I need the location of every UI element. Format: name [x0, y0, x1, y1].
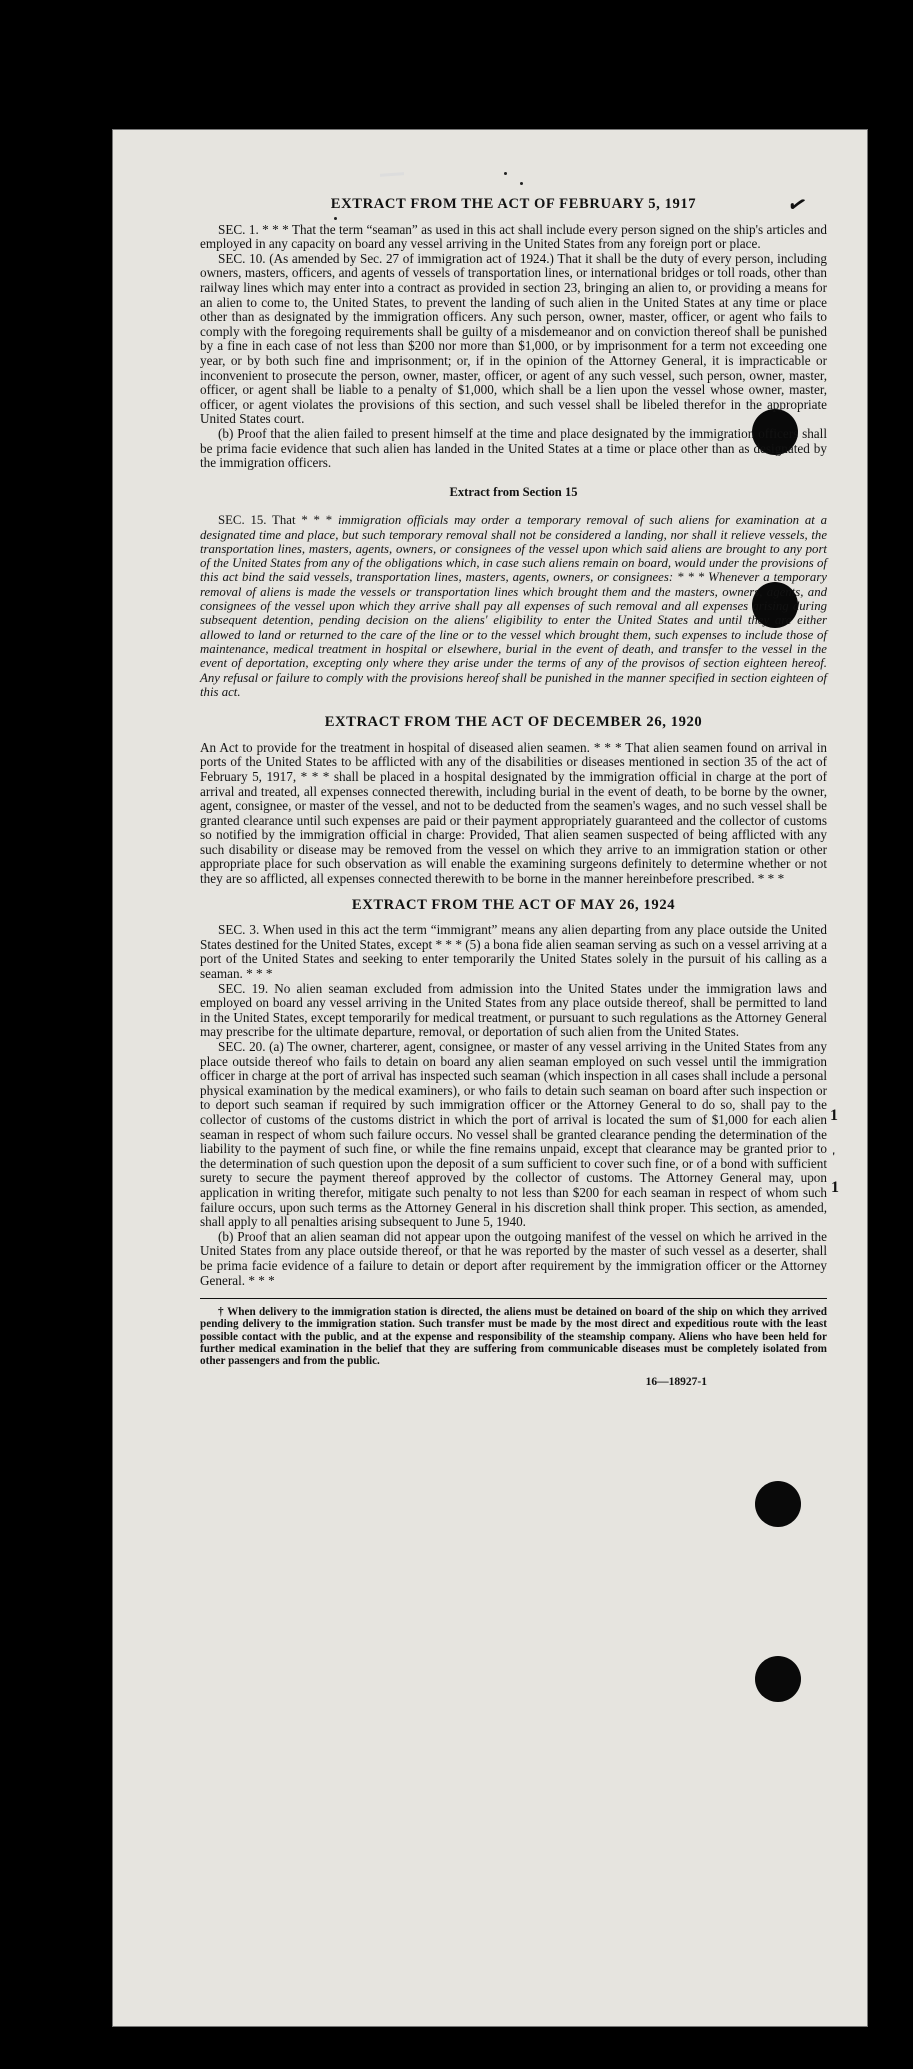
scan-dot [520, 182, 523, 185]
document-page [112, 129, 868, 2027]
check-mark: ✓ [784, 189, 811, 220]
section-20b-paragraph: (b) Proof that an alien seaman did not appear upon the outgoing manifest of the vessel on which he arrived in the United States from any place outside thereof, or that he was reported by the master of such vessel as a deserter, shall be prima facie evidence of a failure to detain or deport after requirement by the immigration officer or the Attorney General. * * * [200, 1228, 827, 1288]
punch-hole [755, 1481, 801, 1527]
section-3-paragraph: SEC. 3. When used in this act the term “immigrant” means any alien departing from any place outside the United States destined for the United States, except * * * (5) a bona fide alien seaman serving as such on a vessel arriving at a port of the United States and seeking to enter temporarily the United States solely in the pursuit of his calling as a seaman. * * * [200, 922, 827, 982]
scan-dot [504, 172, 507, 175]
heading-act-1920: EXTRACT FROM THE ACT OF DECEMBER 26, 1920 [324, 714, 703, 731]
margin-mark: 1 [831, 1179, 839, 1196]
margin-mark: 1 [830, 1107, 838, 1124]
section-15-lead: SEC. 15. That * * * [218, 513, 338, 528]
section-20-paragraph: SEC. 20. (a) The owner, charterer, agent, consignee, or master of any vessel arriving in the United States from any place outside thereof who fails to detain on board any alien seaman employed on such vessel until the immigration officer in charge at the port of arrival has inspected such seaman (which inspection in all cases shall include a personal physical examination by the medical examiners), or who fails to detain such seaman on board after such inspection or to deport such seaman if required by such immigration officer or the Attorney General to do so, shall pay to the collector of customs of the customs district in which the port of arrival is located the sum of $1,000 for each alien seaman in respect of whom such failure occurs. No vessel shall be granted clearance pending the determination of the liability to the payment of such fine, or while the fine remains unpaid, except that clearance may be granted prior to the determination of such question upon the deposit of a sum sufficient to cover such fine, or of a bond with sufficient surety to secure the payment thereof approved by the collector of customs. The Attorney General may, upon application in writing therefor, mitigate such penalty to not less than $200 for each seaman in respect of whom such failure occurs, upon such terms as the Attorney General in his discretion shall think proper. This section, as amended, shall apply to all penalties arising subsequent to June 5, 1940. [200, 1039, 827, 1230]
margin-mark: ' [832, 1149, 836, 1163]
scan-mark [380, 172, 404, 177]
form-number: 16—18927-1 [645, 1376, 707, 1389]
punch-hole [755, 1656, 801, 1702]
section-15-paragraph [200, 513, 827, 699]
heading-section-15: Extract from Section 15 [449, 484, 578, 499]
heading-act-1917: EXTRACT FROM THE ACT OF FEBRUARY 5, 1917 [330, 196, 697, 212]
section-10b-paragraph: (b) Proof that the alien failed to present himself at the time and place designated by the immigration officers shall be prima facie evidence that such alien has landed in the United States at a time or place other than as designated by the immigration officers. [200, 425, 827, 471]
footnote: † When delivery to the immigration station is directed, the aliens must be detained on board of the ship on which they arrived pending delivery to the immigration station. Such transfer must be made by the most direct and expeditious route with the least possible contact with the public, and at the expense and responsibility of the steamship company. Aliens who have been held for further medical examination in the belief that they are suffering from communicable diseases must be completely isolated from other passengers and from the public. [200, 1306, 827, 1367]
footnote-divider [200, 1298, 827, 1299]
section-1-paragraph: SEC. 1. * * * That the term “seaman” as used in this act shall include every person signed on the ship's articles and employed in any capacity on board any vessel arriving in the United States from any foreign port or place. [200, 221, 827, 252]
act-1920-paragraph: An Act to provide for the treatment in hospital of diseased alien seamen. * * * That alien seamen found on arrival in ports of the United States to be afflicted with any of the disabilities or diseases mentioned in section 35 of the act of February 5, 1917, * * * shall be placed in a hospital designated by the immigration official in charge at the port of arrival and treated, all expenses connected therewith, including burial in the event of death, to be borne by the owner, agent, consignee, or master of the vessel, and not to be deducted from the seamen's wages, and no such vessel shall be granted clearance until such expenses are paid or their payment appropriately guaranteed and the collector of customs so notified by the immigration official in charge: Provided, That alien seamen suspected of being afflicted with any such disability or disease may be removed from the vessel on which they arrive to an immigration station or other appropriate place for such observation as will enable the examining surgeons definitely to determine whether or not they are so afflicted, all expenses connected therewith to be borne in the manner hereinbefore prescribed. * * * [200, 739, 827, 887]
heading-act-1924: EXTRACT FROM THE ACT OF MAY 26, 1924 [351, 896, 676, 913]
document-body [200, 197, 827, 1390]
section-15-text: immigration officials may order a temporary removal of such aliens for examination at a designated time and place, but such temporary removal shall not be considered a landing, nor shall it relieve vessels, the transportation lines, masters, agents, owners, or consignees of the vessel upon which said aliens are brought to any port of the United States from any of the obligations which, in case such aliens remain on board, would under the provisions of this act bind the said vessels, transportation lines, masters, agents, owners, or consignees: * * * Whenever a temporary removal of aliens is made the vessels or transportation lines which brought them and the masters, owners, agents, and consignees of the vessel upon which they arrive shall pay all expenses of such removal and all expenses arising during subsequent detention, pending decision on the aliens' eligibility to enter the United States and until they are either allowed to land or returned to the care of the line or to the vessel which brought them, such expenses to include those of maintenance, medical treatment in hospital or elsewhere, burial in the event of death, and transfer to the vessel in the event of deportation, excepting only where they arise under the terms of any of the provisos of section eighteen hereof. Any refusal or failure to comply with the provisions hereof shall be punished in the manner specified in section eighteen of this act. [200, 513, 827, 699]
section-19-paragraph: SEC. 19. No alien seaman excluded from admission into the United States under the immigration laws and employed on board any vessel arriving in the United States from any place outside thereof, shall be permitted to land in the United States, except temporarily for medical treatment, or pursuant to such regulations as the Attorney General may prescribe for the ultimate departure, removal, or deportation of such alien from the United States. [200, 980, 827, 1040]
section-10-paragraph: SEC. 10. (As amended by Sec. 27 of immigration act of 1924.) That it shall be the duty of every person, including owners, masters, officers, and agents of vessels of transportation lines, or international bridges or toll roads, other than railway lines which may enter into a contract as provided in section 23, bringing an alien to, or providing a means for an alien to come to, the United States, to prevent the landing of such alien in the United States at any time or place other than as designated by the immigration officers. Any such person, owner, master, officer, or agent who fails to comply with the foregoing requirements shall be guilty of a misdemeanor and on conviction thereof shall be punished by a fine in each case of not less than $200 nor more than $1,000, or by imprisonment for a term not exceeding one year, or by both such fine and imprisonment; or, if in the opinion of the Attorney General, it is impracticable or inconvenient to prosecute the person, owner, master, officer, or agent of any such vessel, such person, owner, master, officer, or agent shall be liable to a penalty of $1,000, which shall be a lien upon the vessel whose owner, master, officer, or agent violates the provisions of this section, and such vessel shall be libeled therefor in the appropriate United States court. [200, 250, 827, 427]
